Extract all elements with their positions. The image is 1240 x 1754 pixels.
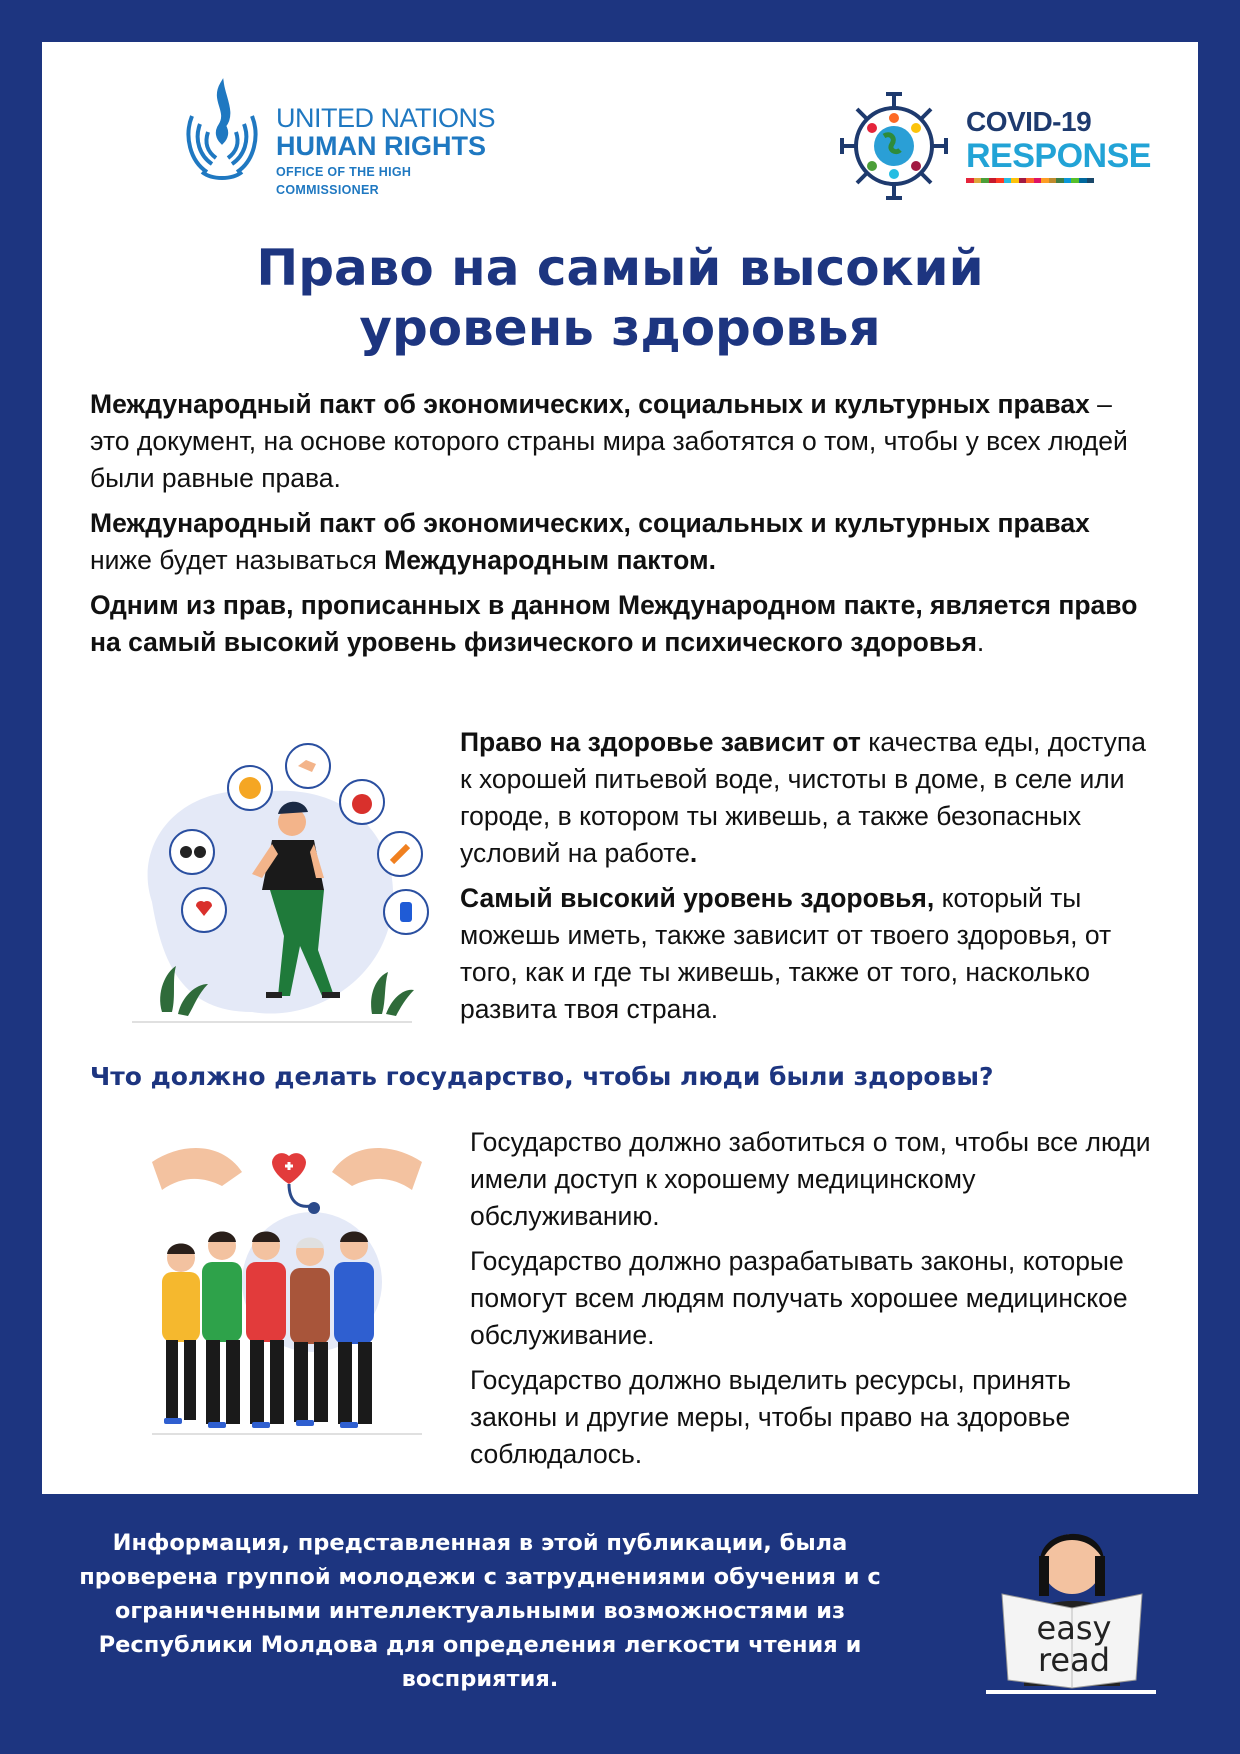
intro-p3-end: .	[976, 627, 985, 657]
virus-globe-icon	[834, 88, 954, 208]
intro-text	[90, 386, 1150, 669]
health-paragraph-2	[460, 880, 1160, 1028]
easy-read-badge	[984, 1516, 1164, 1696]
intro-p1-bold: Международный пакт об экономических, социальных и культурных правах	[90, 389, 1090, 419]
health-paragraph-1	[460, 724, 1160, 872]
health-p2-rest: который ты можешь иметь, также зависит от твоего здоровья, от того, как и где ты живешь, также от того, насколько развита твоя страна.	[460, 883, 1112, 1024]
easy-read-line1: easy	[1036, 1609, 1112, 1647]
un-flame-emblem-icon	[172, 76, 272, 186]
state-section-text	[470, 1124, 1160, 1481]
state-item-3: Государство должно выделить ресурсы, принять законы и другие меры, чтобы право на здоровье соблюдалось.	[470, 1365, 1071, 1469]
intro-paragraph-2	[90, 505, 1150, 579]
un-logo-line3: OFFICE OF THE HIGH COMMISSIONER	[276, 165, 412, 197]
health-p2-bold: Самый высокий уровень здоровья,	[460, 883, 935, 913]
community-care-illustration	[122, 1122, 452, 1452]
covid-response-logo	[834, 88, 1151, 208]
health-p1-end: .	[689, 838, 698, 868]
intro-p3-bold: Одним из прав, прописанных в данном Международном пакте, является право на самый высокий уровень физического и психического здоровья	[90, 590, 1138, 657]
un-logo-line1: UNITED NATIONS	[276, 103, 496, 133]
footer-note: Информация, представленная в этой публикации, была проверена группой молодежи с затруднениями обучения и с ограниченными интеллектуальными возможностями из Республики Молдова для определения легкости чтения и восприятия.	[79, 1530, 881, 1692]
state-section-heading: Что должно делать государство, чтобы люди были здоровы?	[90, 1062, 994, 1091]
sdg-color-bar	[966, 178, 1094, 183]
covid-logo-line2: RESPONSE	[966, 137, 1151, 175]
title-line1: Право на самый высокий	[256, 239, 984, 297]
title-line2: уровень здоровья	[359, 299, 881, 357]
intro-paragraph-3	[90, 587, 1150, 661]
page-title	[42, 238, 1198, 358]
intro-p2-bold: Международный пакт об экономических, социальных и культурных правах	[90, 508, 1090, 538]
footer-divider	[986, 1690, 1156, 1694]
state-item-1: Государство должно заботиться о том, чтобы все люди имели доступ к хорошему медицинскому обслуживанию.	[470, 1127, 1151, 1231]
un-human-rights-logo	[172, 76, 512, 196]
easy-read-line2: read	[1037, 1641, 1111, 1679]
un-logo-line2: HUMAN RIGHTS	[276, 131, 486, 161]
intro-paragraph-1	[90, 386, 1150, 497]
health-p1-rest: качества еды, доступа к хорошей питьевой воде, чистоты в доме, в селе или городе, в котором ты живешь, а также безопасных условий на работе	[460, 727, 1146, 868]
covid-logo-line1: COVID-19	[966, 106, 1092, 137]
document-page	[42, 42, 1198, 1494]
health-p1-bold: Право на здоровье зависит от	[460, 727, 861, 757]
health-section-text	[460, 724, 1160, 1036]
state-item-2: Государство должно разрабатывать законы, которые помогут всем людям получать хорошее медицинское обслуживание.	[470, 1246, 1128, 1350]
healthy-person-illustration	[92, 722, 452, 1042]
intro-p2-mid: ниже будет называться	[90, 545, 385, 575]
intro-p1-rest: – это документ, на основе которого страны мира заботятся о том, чтобы у всех людей были равные права.	[90, 389, 1128, 493]
intro-p2-bold2: Международным пактом.	[384, 545, 716, 575]
